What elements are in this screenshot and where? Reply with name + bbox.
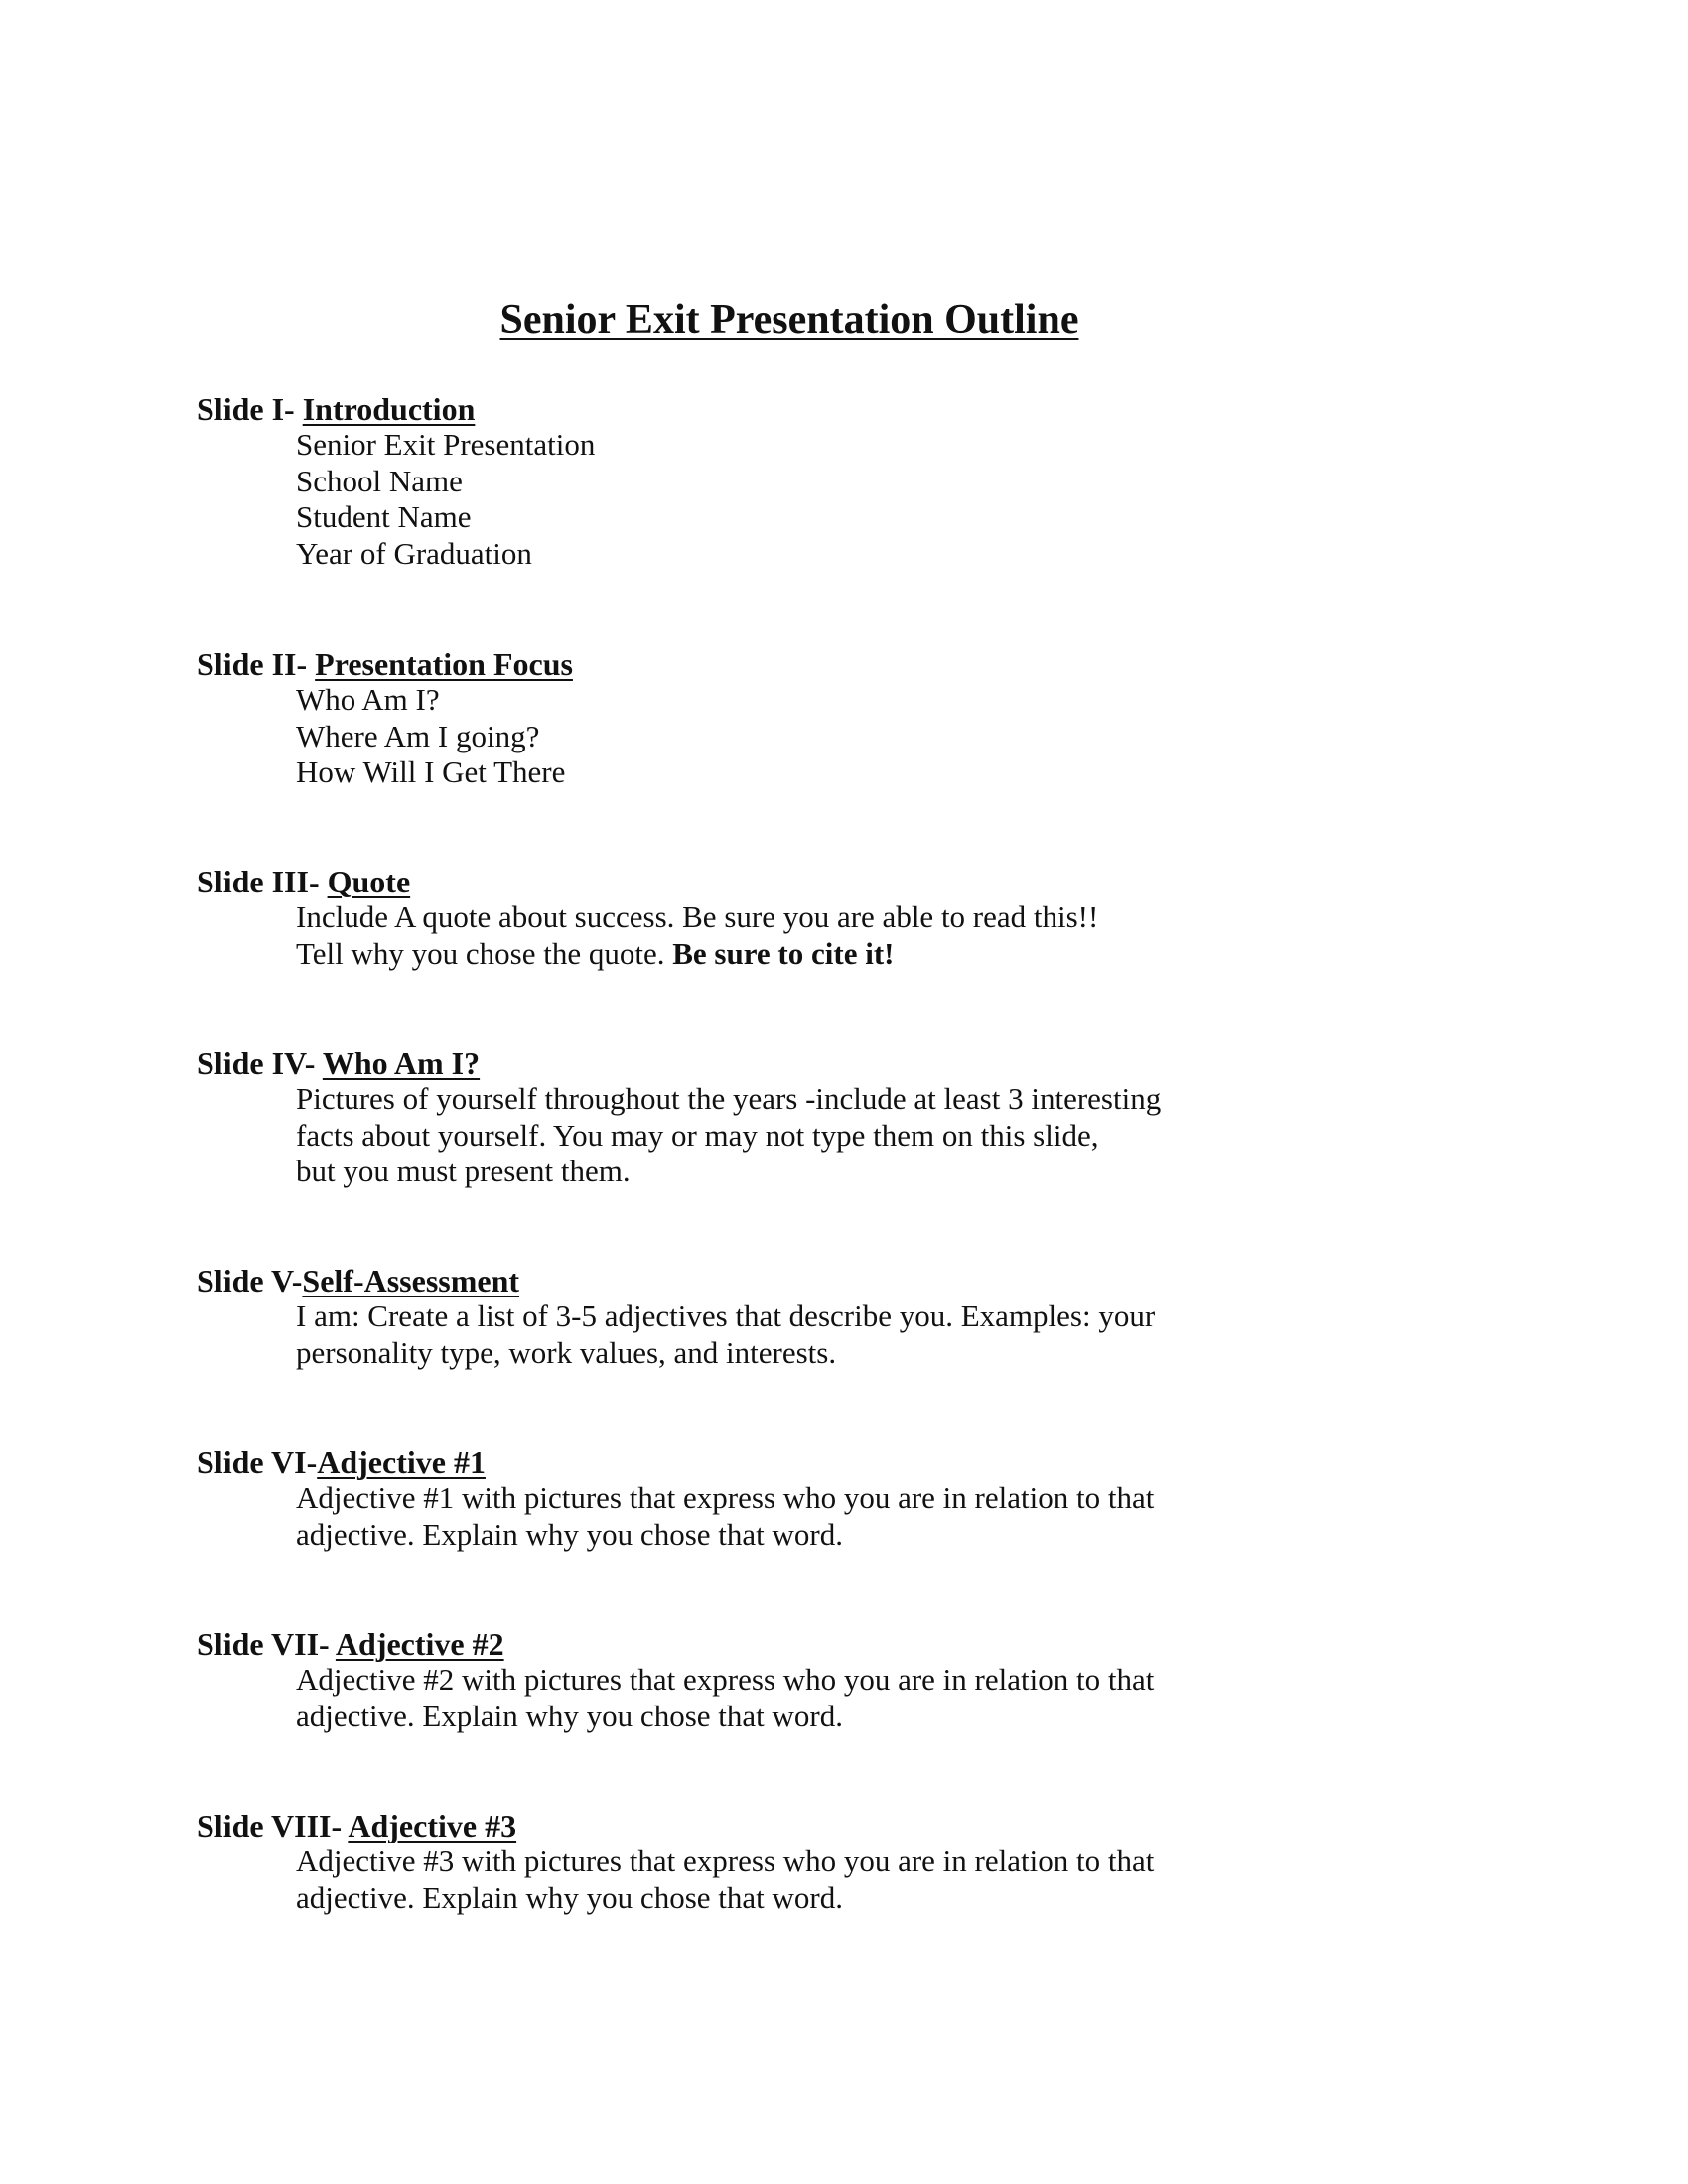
slide-2-line: How Will I Get There [296,754,566,789]
slide-1-heading [197,391,1487,427]
slide-1-prefix: Slide I- [197,391,303,427]
slide-5-section [197,1263,1487,1371]
slide-7-line: adjective. Explain why you chose that word. [296,1698,843,1733]
slide-4-line: Pictures of yourself throughout the years -include at least 3 interesting [296,1081,1162,1116]
slide-4-heading [197,1045,1487,1081]
slide-7-title: Adjective #2 [335,1626,504,1662]
slide-8-line: adjective. Explain why you chose that word. [296,1879,843,1915]
slide-7-line: Adjective #2 with pictures that express who you are in relation to that [296,1662,1155,1697]
slide-5-prefix: Slide V- [197,1263,303,1298]
slide-5-line: I am: Create a list of 3-5 adjectives that describe you. Examples: your [296,1298,1156,1333]
slide-2-line: Where Am I going? [296,718,540,753]
slide-3-body [296,899,1487,972]
slide-1-body [296,427,1487,572]
slide-1-line: Student Name [296,499,472,534]
slide-5-title: Self-Assessment [302,1263,520,1298]
slide-2-heading [197,646,1487,682]
slide-3-line [296,936,1487,973]
slide-7-heading [197,1626,1487,1662]
slide-8-body [296,1843,1487,1916]
slide-4-title: Who Am I? [322,1045,481,1081]
slide-1-line: Year of Graduation [296,535,532,571]
slide-3-line-text: Tell why you chose the quote. [296,935,673,971]
slide-1-line: School Name [296,463,463,498]
slide-1-line: Senior Exit Presentation [296,427,596,462]
slide-4-line: facts about yourself. You may or may not type them on this slide, [296,1117,1099,1153]
slide-1-title: Introduction [302,391,476,427]
slide-6-body [296,1480,1487,1553]
slide-4-section [197,1045,1487,1190]
slide-4-prefix: Slide IV- [197,1045,323,1081]
slide-2-title: Presentation Focus [315,646,573,682]
slide-8-prefix: Slide VIII- [197,1808,349,1843]
slide-7-prefix: Slide VII- [197,1626,336,1662]
slide-3-section [197,864,1487,972]
slide-4-line: but you must present them. [296,1154,631,1188]
slide-6-section [197,1444,1487,1553]
slide-3-emphasis: Be sure to cite it! [672,935,895,971]
slide-3-prefix: Slide III- [197,864,328,899]
slide-2-prefix: Slide II- [197,646,316,682]
slide-2-line: Who Am I? [296,682,440,717]
slide-3-heading [197,864,1487,899]
slide-6-line: adjective. Explain why you chose that word. [296,1516,843,1552]
slide-5-body [296,1298,1487,1371]
slide-3-line: Include A quote about success. Be sure you are able to read this!! [296,899,1099,934]
slide-8-line: Adjective #3 with pictures that express who you are in relation to that [296,1843,1155,1878]
slide-8-heading [197,1808,1487,1843]
slide-6-line: Adjective #1 with pictures that express who you are in relation to that [296,1480,1155,1515]
slide-5-heading [197,1263,1487,1298]
slide-7-section [197,1626,1487,1734]
slide-7-body [296,1662,1487,1734]
page-title: Senior Exit Presentation Outline [499,297,1079,342]
slide-8-title: Adjective #3 [348,1808,517,1843]
slide-6-prefix: Slide VI- [197,1444,318,1480]
slide-8-section [197,1808,1487,1916]
slide-6-title: Adjective #1 [317,1444,486,1480]
slide-2-body [296,682,1487,791]
slide-3-title: Quote [327,864,411,899]
slide-1-section [197,391,1487,572]
slide-5-line: personality type, work values, and interests. [296,1334,837,1370]
slide-6-heading [197,1444,1487,1480]
slide-4-body [296,1081,1487,1190]
slide-2-section [197,646,1487,791]
